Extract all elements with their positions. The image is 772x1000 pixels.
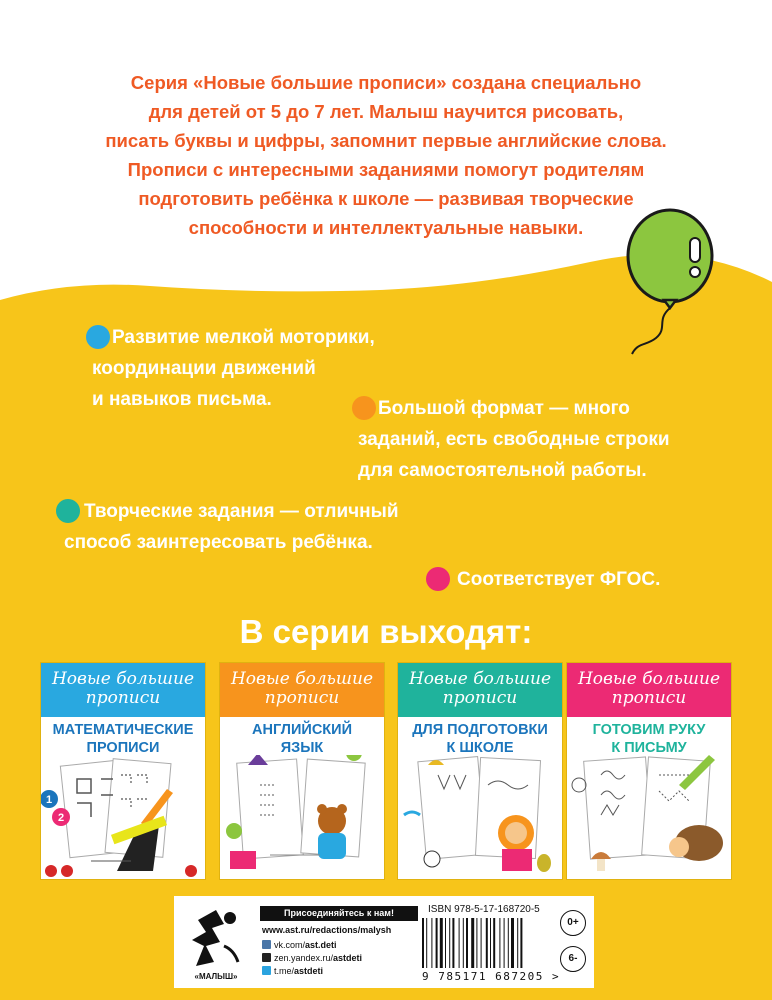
title-line: ДЛЯ ПОДГОТОВКИ	[412, 722, 548, 738]
title-line: МАТЕМАТИЧЕСКИЕ	[52, 722, 194, 738]
series-heading: В серии выходят:	[239, 613, 533, 650]
intro-line: подготовить ребёнка к школе — развивая творческие	[138, 188, 634, 209]
book-series-title	[220, 663, 384, 717]
title-line: К ПИСЬМУ	[611, 740, 687, 756]
series-line: прописи	[85, 688, 161, 708]
website-link[interactable]: www.ast.ru/redactions/malysh	[262, 925, 392, 935]
series-line: прописи	[442, 688, 518, 708]
book-illustration-handwriting	[567, 755, 732, 880]
social-prefix: zen.yandex.ru/	[274, 953, 334, 963]
telegram-icon	[262, 966, 271, 975]
isbn-text: ISBN 978-5-17-168720-5	[428, 904, 540, 915]
book-cover-handwriting[interactable]	[566, 662, 732, 880]
feature-line: способ заинтересовать ребёнка.	[64, 532, 373, 553]
social-prefix: vk.com/	[274, 940, 306, 950]
title-line: К ШКОЛЕ	[446, 740, 514, 756]
series-line: прописи	[264, 688, 340, 708]
publisher-info-panel	[174, 896, 594, 988]
intro-line: способности и интеллектуальные навыки.	[188, 217, 584, 238]
book-illustration-math	[41, 755, 206, 880]
series-line: Новые большие	[577, 669, 721, 689]
social-zen[interactable]	[262, 953, 362, 963]
book-series-title	[398, 663, 562, 717]
intro-line: для детей от 5 до 7 лет. Малыш научится рисовать,	[148, 101, 624, 122]
intro-line: писать буквы и цифры, запомнит первые английские слова.	[105, 130, 667, 151]
book-title	[45, 721, 201, 757]
social-handle: astdeti	[333, 953, 363, 963]
social-telegram[interactable]	[262, 966, 323, 976]
book-title	[571, 721, 727, 757]
publisher-logo-icon	[184, 906, 248, 970]
social-handle: ast.deti	[305, 940, 337, 950]
series-line: Новые большие	[51, 669, 195, 689]
feature-fgos	[457, 564, 660, 595]
series-line: Новые большие	[230, 669, 374, 689]
feature-line: Творческие задания — отличный	[84, 501, 399, 522]
vk-icon	[262, 940, 271, 949]
book-title	[224, 721, 380, 757]
feature-line: для самостоятельной работы.	[358, 460, 647, 481]
book-title	[402, 721, 558, 757]
social-vk[interactable]	[262, 940, 337, 950]
svg-text:1: 1	[46, 794, 53, 806]
feature-fine-motor	[92, 322, 375, 415]
book-illustration-english	[220, 755, 385, 880]
publisher-name: «МАЛЫШ»	[194, 972, 238, 981]
feature-line: Развитие мелкой моторики,	[112, 327, 375, 348]
social-prefix: t.me/	[274, 966, 295, 976]
book-series-title	[41, 663, 205, 717]
feature-line: заданий, есть свободные строки	[358, 429, 670, 450]
feature-line: координации движений	[92, 358, 316, 379]
social-handle: astdeti	[294, 966, 324, 976]
title-line: АНГЛИЙСКИЙ	[252, 722, 352, 738]
book-cover-math[interactable]	[40, 662, 206, 880]
book-illustration-school-prep	[398, 755, 563, 880]
barcode-number: 9 785171 687205 >	[422, 970, 561, 983]
join-us-banner: Присоединяйтесь к нам!	[260, 906, 418, 921]
title-line: ЯЗЫК	[280, 740, 324, 756]
age-rating-badge: 6-	[560, 946, 586, 972]
feature-line: Соответствует ФГОС.	[457, 569, 661, 590]
book-series-title	[567, 663, 731, 717]
book-cover-school-prep[interactable]	[397, 662, 563, 880]
feature-line: и навыков письма.	[92, 389, 272, 410]
age-rating-badge: 0+	[560, 910, 586, 936]
bullet-dot-teal	[56, 499, 80, 523]
bullet-dot-orange	[352, 396, 376, 420]
svg-text:2: 2	[58, 812, 65, 824]
barcode-icon	[420, 918, 556, 970]
feature-large-format	[358, 393, 670, 486]
series-line: прописи	[611, 688, 687, 708]
feature-creative-tasks	[64, 496, 399, 558]
book-cover-english[interactable]	[219, 662, 385, 880]
feature-line: Большой формат — много	[378, 398, 630, 419]
intro-line: Прописи с интересными заданиями помогут родителям	[127, 159, 645, 180]
bullet-dot-blue	[86, 325, 110, 349]
balloon-illustration	[608, 208, 718, 358]
title-line: ГОТОВИМ РУКУ	[592, 722, 706, 738]
intro-line: Серия «Новые большие прописи» создана специально	[130, 72, 642, 93]
series-line: Новые большие	[408, 669, 552, 689]
title-line: ПРОПИСИ	[86, 740, 160, 756]
bullet-dot-pink	[426, 567, 450, 591]
zen-icon	[262, 953, 271, 962]
